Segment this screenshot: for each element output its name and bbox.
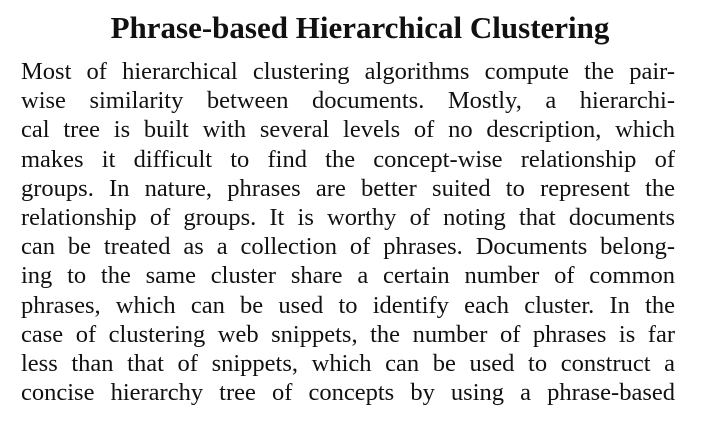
text-line: Most of hierarchical clustering algorithms compute the pair- — [21, 58, 675, 85]
section-body — [21, 57, 675, 407]
text-line: ing to the same cluster share a certain number of common — [21, 262, 675, 290]
text-line: phrases, which can be used to identify each cluster. In the — [21, 291, 675, 319]
text-line: cal tree is built with several levels of no description, which — [21, 116, 675, 144]
text-line: groups. In nature, phrases are better suited to represent the — [21, 174, 675, 202]
section-title: Phrase-based Hierarchical Clustering — [110, 10, 610, 45]
text-line: wise similarity between documents. Mostly, a hierarchi- — [21, 87, 675, 115]
text-line: concise hierarchy tree of concepts by using a phrase-based — [21, 379, 675, 407]
text-line: makes it difficult to find the concept-wise relationship of — [21, 145, 675, 173]
text-line: relationship of groups. It is worthy of noting that documents — [21, 203, 675, 231]
text-line: can be treated as a collection of phrases. Documents belong- — [21, 233, 675, 261]
text-line: less than that of snippets, which can be used to construct a — [21, 349, 675, 377]
text-line: case of clustering web snippets, the number of phrases is far — [21, 320, 675, 348]
